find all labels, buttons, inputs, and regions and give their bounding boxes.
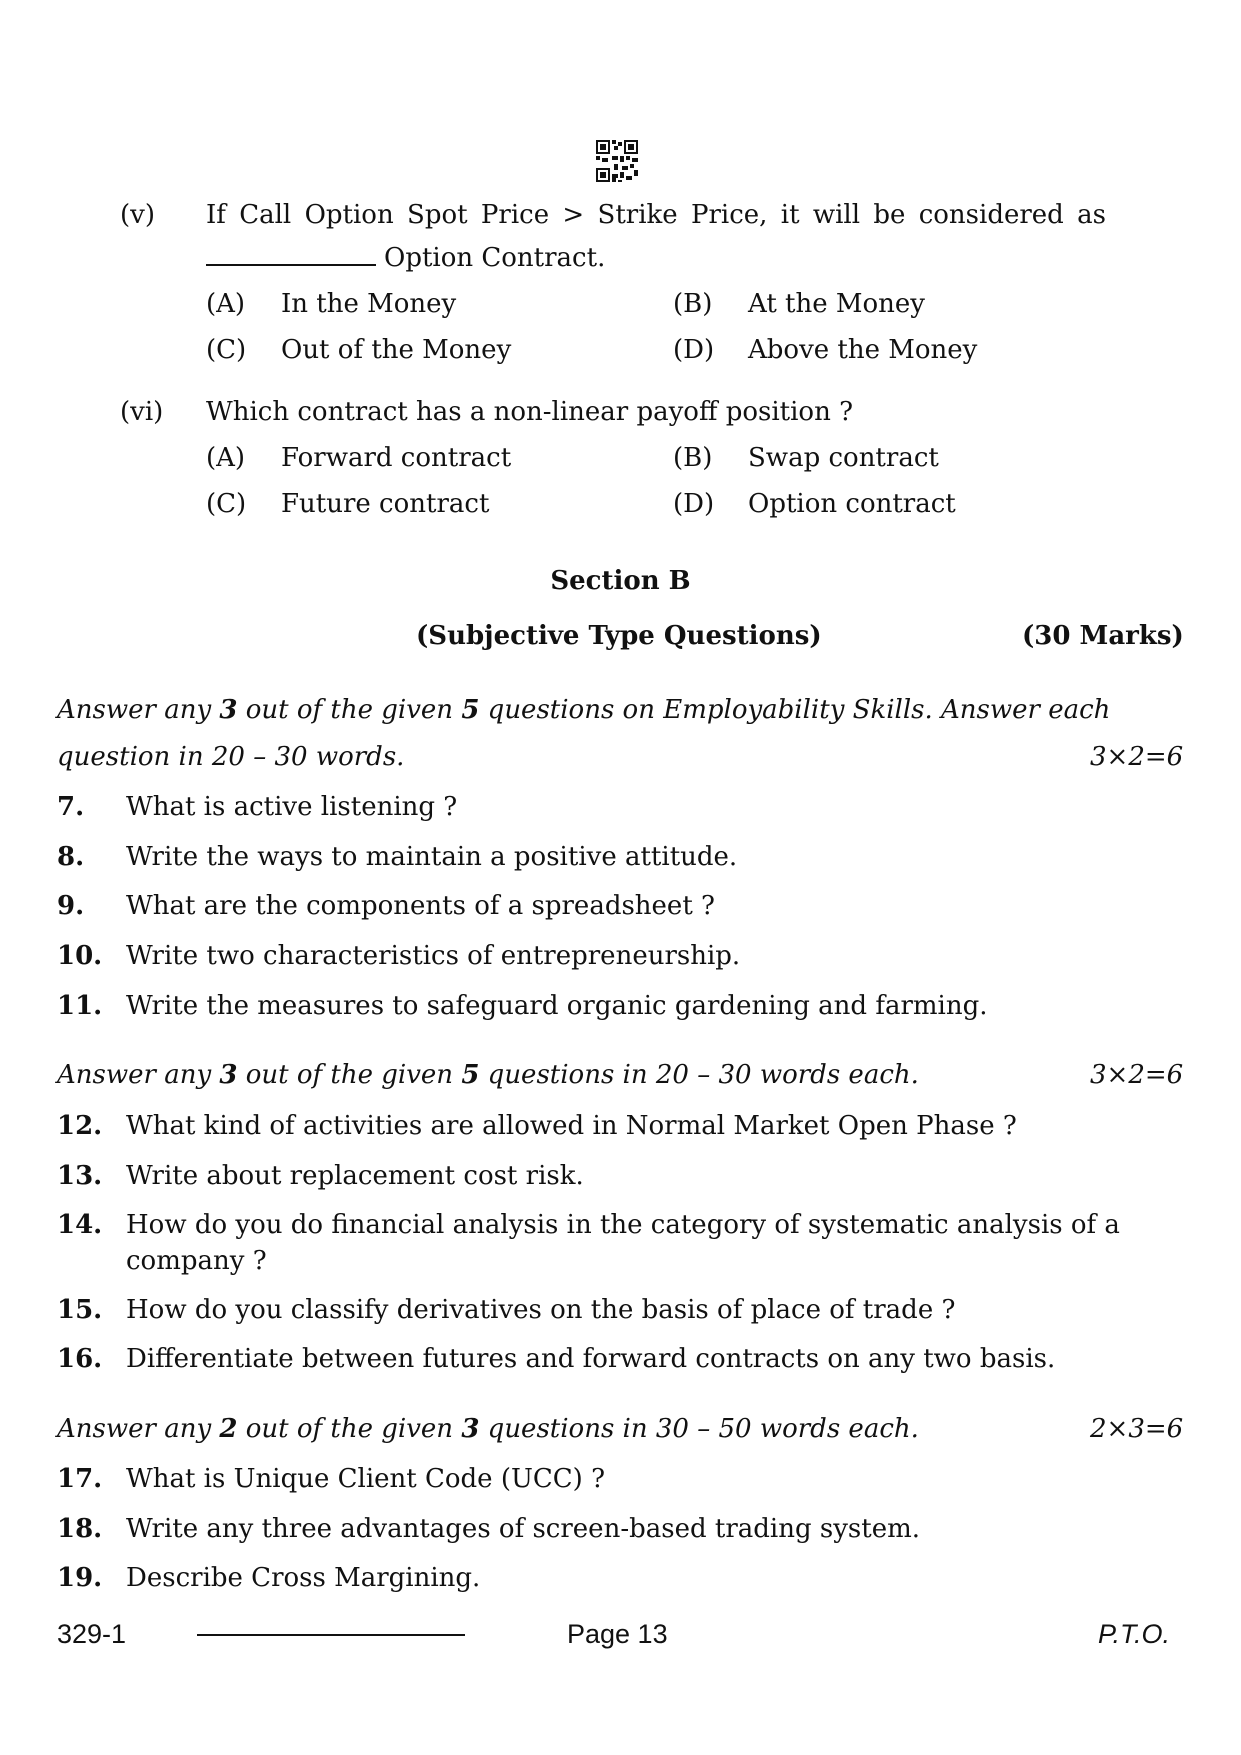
group-instructions: Answer any 2 out of the given 3 questions in 30 – 50 words each.: [57, 1414, 919, 1444]
answer-blank: [206, 262, 376, 266]
group-instructions-line2: question in 20 – 30 words.: [57, 742, 405, 772]
group-instructions: Answer any 3 out of the given 5 questions in 20 – 30 words each.: [57, 1060, 919, 1090]
question-number: 8.: [57, 842, 85, 872]
section-subtitle: (Subjective Type Questions): [416, 621, 822, 651]
option-text: Swap contract: [748, 443, 939, 473]
question-text: What are the components of a spreadsheet ?: [126, 891, 715, 921]
question-number: 14.: [57, 1210, 103, 1240]
group-marks: 3×2=6: [1090, 1060, 1184, 1090]
question-text: How do you do financial analysis in the category of systematic analysis of a: [126, 1210, 1120, 1240]
option-text: Option contract: [748, 489, 956, 519]
option-key: (D): [673, 489, 715, 519]
section-marks: (30 Marks): [1022, 621, 1184, 651]
question-text: Write about replacement cost risk.: [126, 1161, 584, 1191]
option-text: Future contract: [281, 489, 490, 519]
question-text: Write two characteristics of entrepreneurship.: [126, 941, 741, 971]
question-number: 17.: [57, 1464, 103, 1494]
question-text: What kind of activities are allowed in Normal Market Open Phase ?: [126, 1111, 1017, 1141]
question-number: (vi): [120, 397, 164, 427]
option-key: (D): [673, 335, 715, 365]
question-number: 13.: [57, 1161, 103, 1191]
question-number: 11.: [57, 991, 103, 1021]
question-number: (v): [120, 200, 155, 230]
qr-code: [596, 140, 638, 182]
option-key: (C): [206, 489, 247, 519]
option-text: In the Money: [281, 289, 457, 319]
question-number: 7.: [57, 792, 85, 822]
question-text: Write the measures to safeguard organic gardening and farming.: [126, 991, 988, 1021]
question-number: 12.: [57, 1111, 103, 1141]
question-text: Which contract has a non-linear payoff position ?: [206, 397, 854, 427]
question-text: Describe Cross Margining.: [126, 1563, 481, 1593]
option-key: (A): [206, 289, 246, 319]
option-key: (C): [206, 335, 247, 365]
question-number: 19.: [57, 1563, 103, 1593]
question-number: 9.: [57, 891, 85, 921]
option-text: At the Money: [748, 289, 925, 319]
paper-code: 329-1: [57, 1619, 127, 1649]
question-text-line2: company ?: [126, 1246, 267, 1276]
group-marks: 3×2=6: [1090, 742, 1184, 772]
option-text: Out of the Money: [281, 335, 512, 365]
question-text: How do you classify derivatives on the basis of place of trade ?: [126, 1295, 956, 1325]
question-text-line2: Option Contract.: [206, 243, 605, 273]
question-text: Write the ways to maintain a positive attitude.: [126, 842, 738, 872]
page-number: Page 13: [567, 1619, 668, 1649]
question-text: Write any three advantages of screen-based trading system.: [126, 1514, 921, 1544]
question-number: 10.: [57, 941, 103, 971]
question-number: 16.: [57, 1344, 103, 1374]
option-key: (A): [206, 443, 246, 473]
question-text: What is Unique Client Code (UCC) ?: [126, 1464, 606, 1494]
pto-label: P.T.O.: [1098, 1619, 1171, 1649]
option-key: (B): [673, 443, 713, 473]
footer-divider: [197, 1634, 465, 1636]
group-marks: 2×3=6: [1090, 1414, 1184, 1444]
option-text: Forward contract: [281, 443, 512, 473]
question-number: 18.: [57, 1514, 103, 1544]
section-title: Section B: [550, 566, 691, 596]
option-key: (B): [673, 289, 713, 319]
question-text: What is active listening ?: [126, 792, 458, 822]
option-text: Above the Money: [748, 335, 978, 365]
group-instructions: Answer any 3 out of the given 5 questions on Employability Skills. Answer each: [57, 695, 1111, 725]
question-text: Differentiate between futures and forward contracts on any two basis.: [126, 1344, 1056, 1374]
question-number: 15.: [57, 1295, 103, 1325]
question-text: If Call Option Spot Price > Strike Price, it will be considered as: [206, 200, 1106, 230]
